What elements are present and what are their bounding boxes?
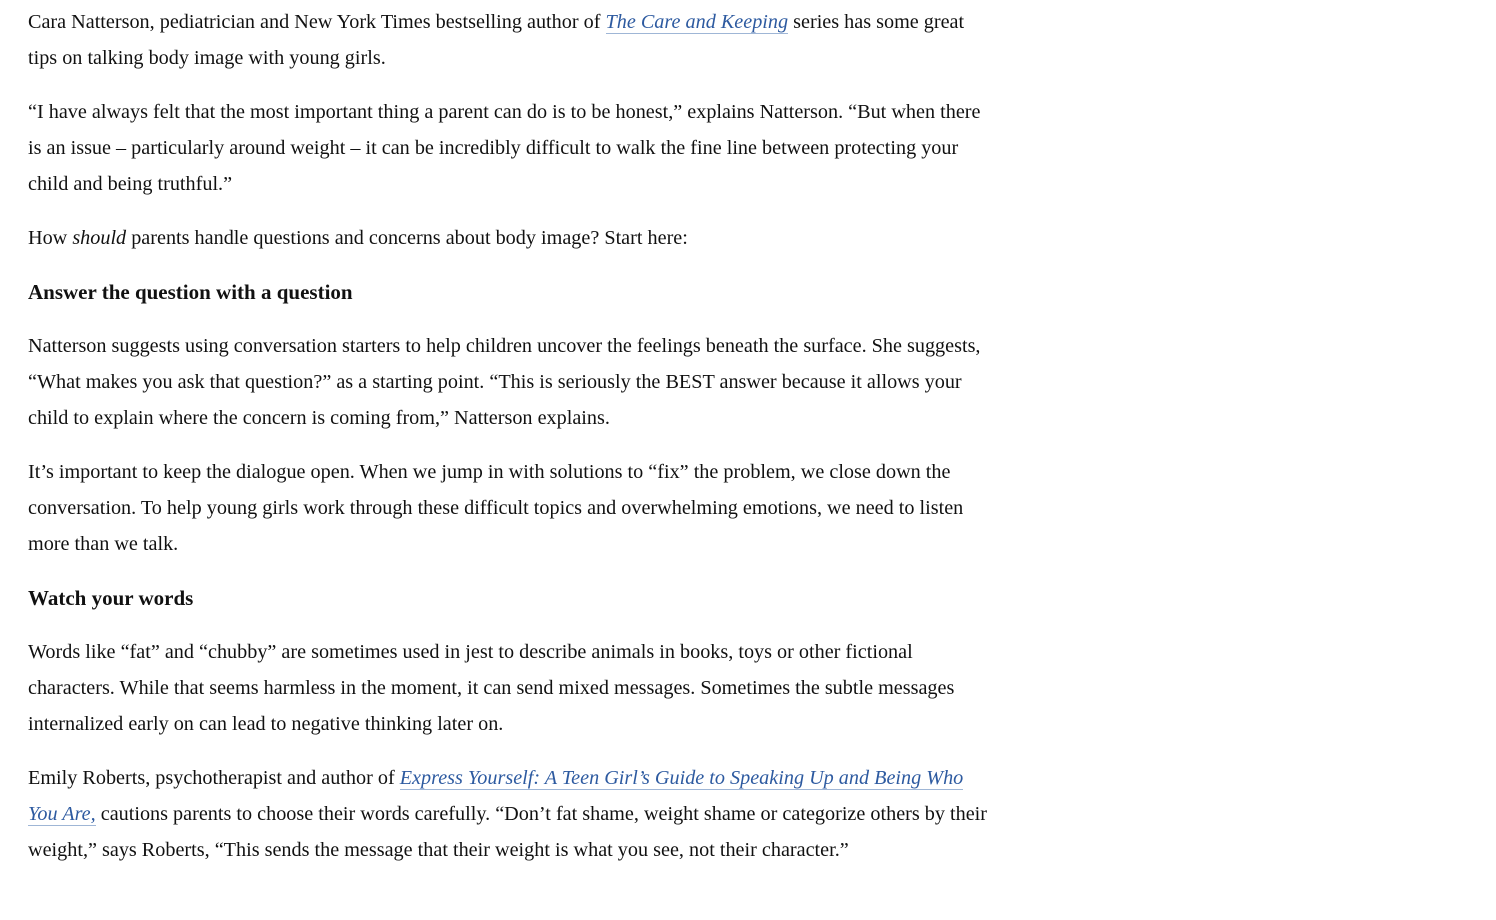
heading-answer-question: Answer the question with a question [28, 280, 353, 304]
heading-watch-words: Watch your words [28, 586, 194, 610]
paragraph-intro [28, 4, 990, 76]
paragraph-how-should-after: parents handle questions and concerns about body image? Start here: [126, 227, 688, 249]
paragraph-emily-roberts [28, 760, 990, 868]
paragraph-conversation-starters: Natterson suggests using conversation starters to help children uncover the feelings beneath the surface. She suggests, “What makes you ask that question?” as a starting point. “This is seriously the BEST answer because it allows your child to explain where the concern is coming from,” Natterson explains. [28, 335, 981, 429]
express-yourself-link[interactable]: Express Yourself: A Teen Girl’s Guide to Speaking Up and Being Who You Are, [28, 767, 964, 825]
paragraph-dialogue-open: It’s important to keep the dialogue open. When we jump in with solutions to “fix” the problem, we close down the conversation. To help young girls work through these difficult topics and overwhelming emotions, we need to listen more than we talk. [28, 461, 964, 555]
paragraph-how-should [28, 220, 990, 256]
paragraph-intro-text-before: Cara Natterson, pediatrician and New York Times bestselling author of [28, 11, 606, 33]
paragraph-intro-text-after: series has some great tips on talking body image with young girls. [28, 11, 965, 69]
paragraph-how-should-before: How [28, 227, 73, 249]
paragraph-emily-roberts-after: cautions parents to choose their words carefully. “Don’t fat shame, weight shame or categorize others by their weight,” says Roberts, “This sends the message that their weight is what you see, not their character.” [28, 803, 988, 861]
paragraph-how-should-emphasis: should [72, 227, 127, 249]
paragraph-fat-chubby: Words like “fat” and “chubby” are sometimes used in jest to describe animals in books, toys or other fictional characters. While that seems harmless in the moment, it can send mixed messages. Sometimes the subtle messages internalized early on can lead to negative thinking later on. [28, 641, 955, 735]
care-and-keeping-link[interactable]: The Care and Keeping [605, 11, 789, 33]
article-body [28, 0, 990, 886]
paragraph-honesty-quote: “I have always felt that the most important thing a parent can do is to be honest,” explains Natterson. “But when there is an issue – particularly around weight – it can be incredibly difficult to walk the fine line between protecting your child and being truthful.” [28, 101, 981, 195]
paragraph-emily-roberts-before: Emily Roberts, psychotherapist and author of [28, 767, 400, 789]
